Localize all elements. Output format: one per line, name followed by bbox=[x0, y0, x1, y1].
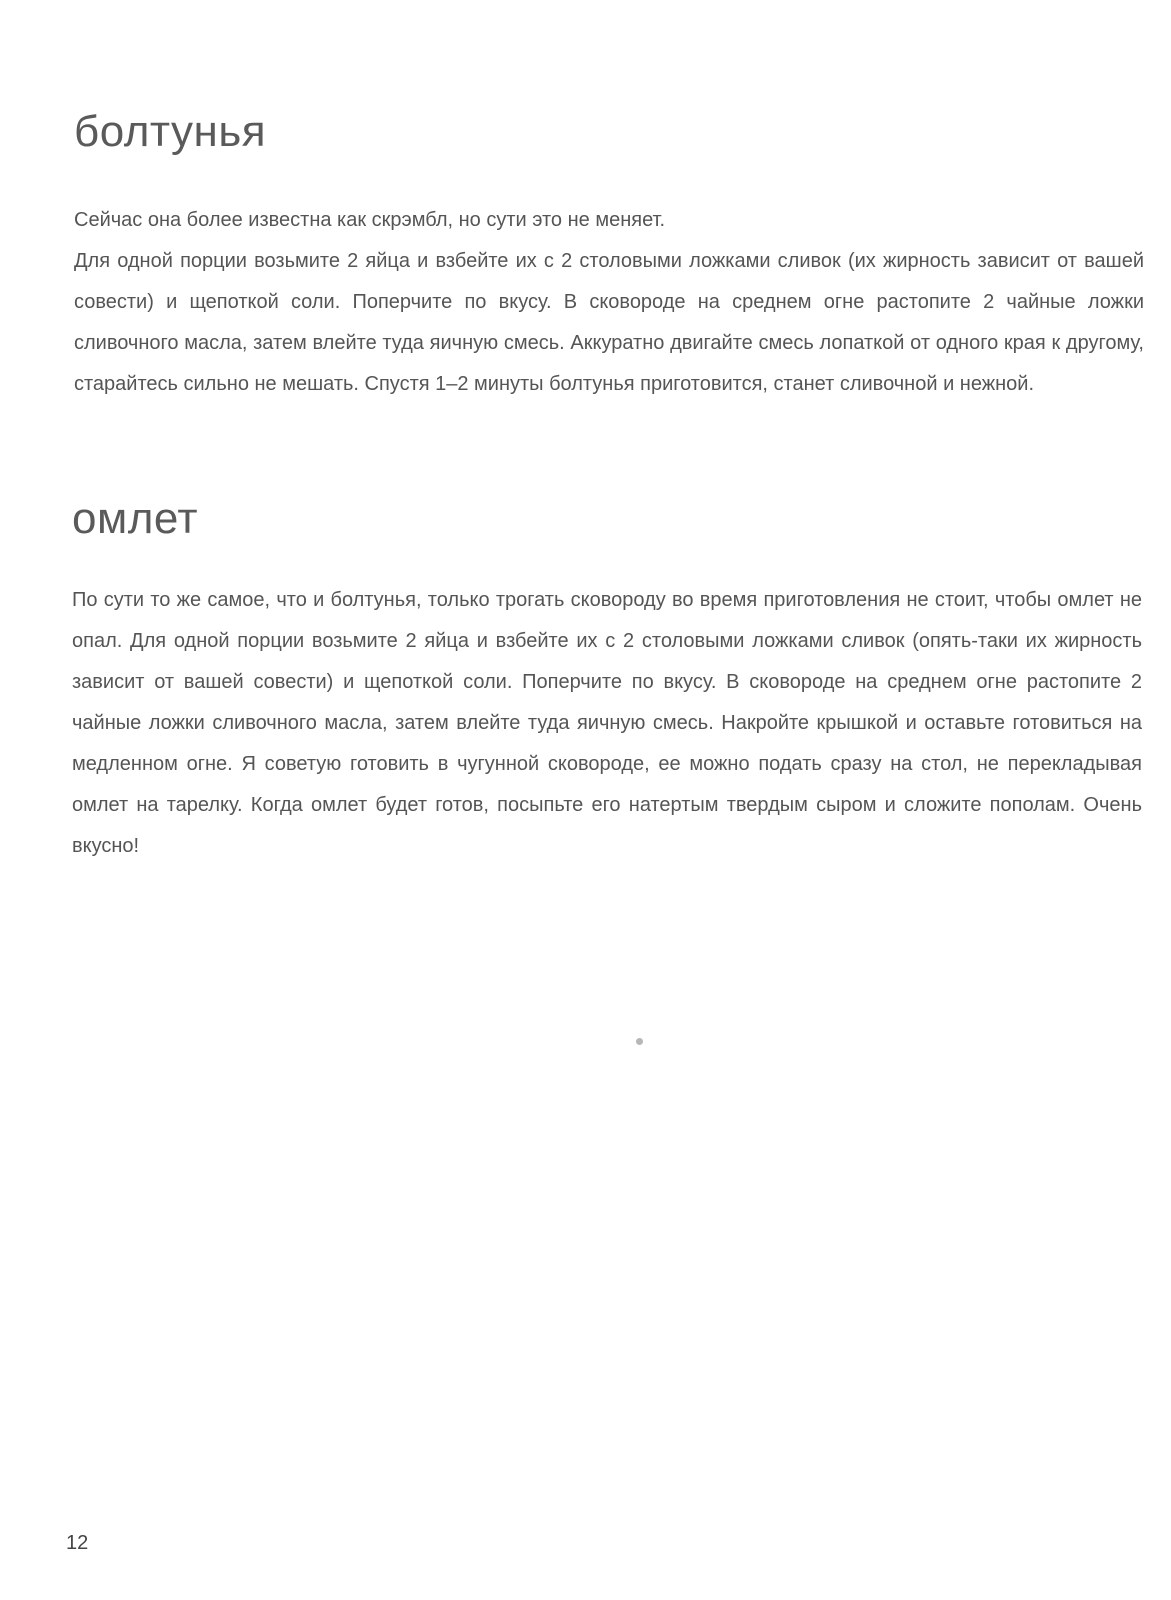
scrambled-eggs-text bbox=[74, 200, 1144, 405]
page-number: 12 bbox=[66, 1532, 89, 1554]
omelette-text bbox=[72, 580, 1142, 867]
section-title-scrambled-eggs: болтунья bbox=[74, 107, 267, 156]
paragraph: По сути то же самое, что и болтунья, только трогать сковороду во время приготовления не стоит, чтобы омлет не опал. Для одной порции возьмите 2 яйца и взбейте их с 2 столовыми ложками сливок (опять-таки их жирность зависит от вашей совести) и щепоткой соли. Поперчите по вкусу. В сковороде на среднем огне растопите 2 чайные ложки сливочного масла, затем влейте туда яичную смесь. Накройте крышкой и оставьте готовиться на медленном огне. Я советую готовить в чугунной сковороде, ее можно подать сразу на стол, не перекладывая омлет на тарелку. Когда омлет будет готов, посыпьте его натертым твердым сыром и сложите пополам. Очень вкусно! bbox=[72, 589, 1142, 857]
paper-speck bbox=[636, 1038, 643, 1045]
paragraph: Сейчас она более известна как скрэмбл, но сути это не меняет. bbox=[74, 209, 666, 231]
section-title-omelette: омлет bbox=[72, 494, 199, 543]
paragraph: Для одной порции возьмите 2 яйца и взбейте их с 2 столовыми ложками сливок (их жирность зависит от вашей совести) и щепоткой соли. Поперчите по вкусу. В сковороде на среднем огне растопите 2 чайные ложки сливочного масла, затем влейте туда яичную смесь. Аккуратно двигайте смесь лопаткой от одного края к другому, старайтесь сильно не мешать. Спустя 1–2 минуты болтунья приготовится, станет сливочной и нежной. bbox=[74, 250, 1144, 395]
